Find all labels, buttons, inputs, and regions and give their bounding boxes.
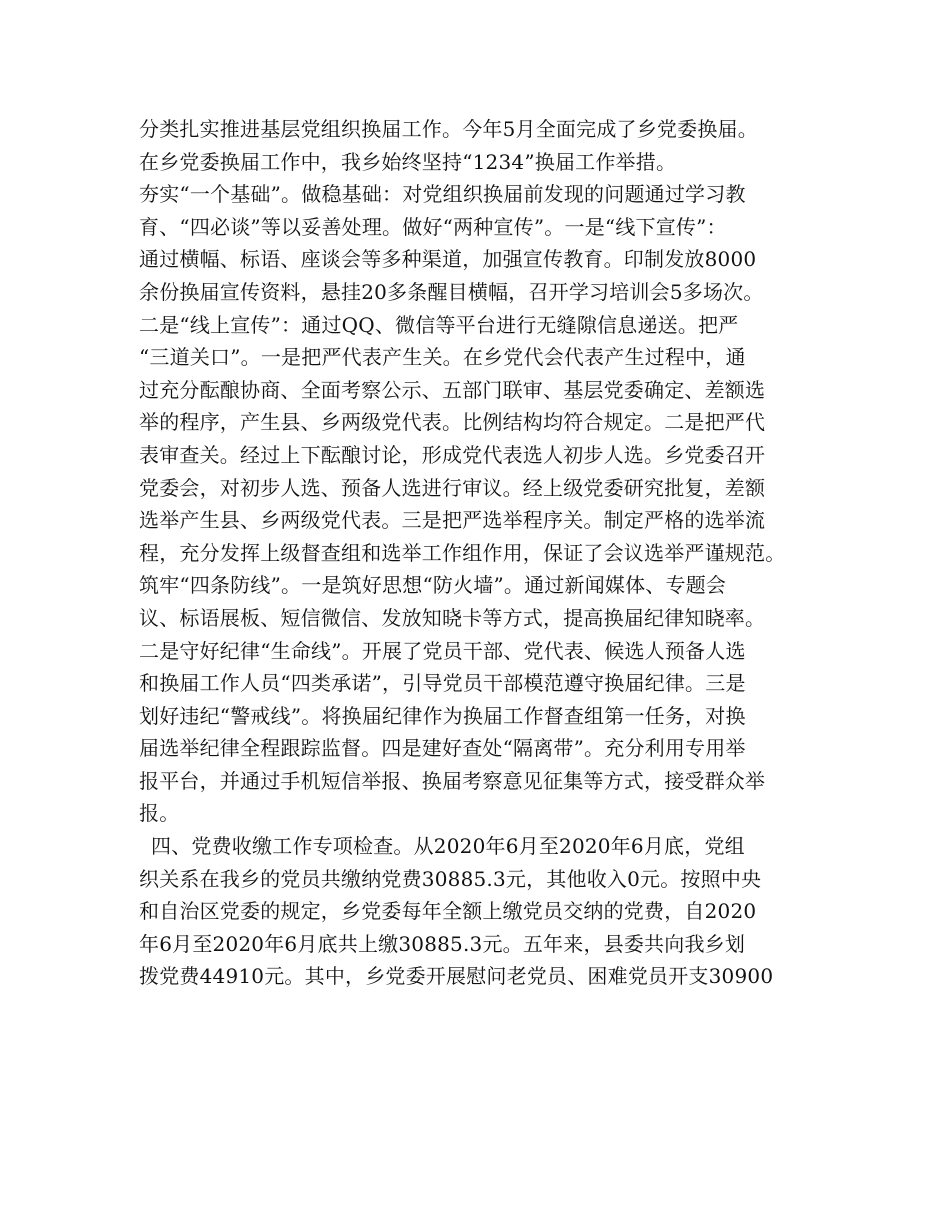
document-body <box>139 113 839 993</box>
text-line: 过充分酝酿协商、全面考察公示、五部门联审、基层党委确定、差额选 <box>139 377 766 402</box>
text-line: 育、“四必谈”等以妥善处理。做好“两种宣传”。一是“线下宣传”： <box>139 214 727 239</box>
text-line: 年6月至2020年6月底共上缴30885.3元。五年来，县委共向我乡划 <box>139 931 746 956</box>
text-line: 议、标语展板、短信微信、发放知晓卡等方式，提高换届纪律知晓率。 <box>139 605 766 630</box>
text-line: 程，充分发挥上级督查组和选举工作组作用，保证了会议选举严谨规范。 <box>139 540 786 565</box>
text-line: 二是“线上宣传”：通过QQ、微信等平台进行无缝隙信息递送。把严 <box>139 312 739 337</box>
text-line: 举的程序，产生县、乡两级党代表。比例结构均符合规定。二是把严代 <box>139 410 766 435</box>
text-line: 二是守好纪律“生命线”。开展了党员干部、党代表、候选人预备人选 <box>139 638 746 663</box>
text-line: 报。 <box>139 801 180 826</box>
text-line: 和自治区党委的规定，乡党委每年全额上缴党员交纳的党费，自2020 <box>139 899 757 924</box>
text-line: 划好违纪“警戒线”。将换届纪律作为换届工作督查组第一任务，对换 <box>139 703 746 728</box>
text-line: 选举产生县、乡两级党代表。三是把严选举程序关。制定严格的选举流 <box>139 508 766 533</box>
text-line: 夯实“一个基础”。做稳基础：对党组织换届前发现的问题通过学习教 <box>139 182 746 207</box>
text-line: 拨党费44910元。其中，乡党委开展慰问老党员、困难党员开支30900 <box>139 964 774 989</box>
text-line: “三道关口”。一是把严代表产生关。在乡党代会代表产生过程中，通 <box>139 345 746 370</box>
text-line: 和换届工作人员“四类承诺”，引导党员干部模范遵守换届纪律。三是 <box>139 671 746 696</box>
section-heading-line: 四、党费收缴工作专项检查。从2020年6月至2020年6月底，党组 <box>151 834 745 859</box>
text-line: 在乡党委换届工作中，我乡始终坚持“1234”换届工作举措。 <box>139 149 677 174</box>
text-line: 表审查关。经过上下酝酿讨论，形成党代表选人初步人选。乡党委召开 <box>139 442 766 467</box>
text-line: 党委会，对初步人选、预备人选进行审议。经上级党委研究批复，差额 <box>139 475 766 500</box>
text-line: 织关系在我乡的党员共缴纳党费30885.3元，其他收入0元。按照中央 <box>139 866 762 891</box>
text-line: 通过横幅、标语、座谈会等多种渠道，加强宣传教育。印制发放8000 <box>139 247 757 272</box>
text-line: 报平台，并通过手机短信举报、换届考察意见征集等方式，接受群众举 <box>139 768 766 793</box>
text-line: 筑牢“四条防线”。一是筑好思想“防火墙”。通过新闻媒体、专题会 <box>139 573 727 598</box>
text-line: 余份换届宣传资料，悬挂20多条醒目横幅，召开学习培训会5多场次。 <box>139 279 764 304</box>
text-line: 分类扎实推进基层党组织换届工作。今年5月全面完成了乡党委换届。 <box>139 117 758 141</box>
text-line: 届选举纪律全程跟踪监督。四是建好查处“隔离带”。充分利用专用举 <box>139 736 746 761</box>
